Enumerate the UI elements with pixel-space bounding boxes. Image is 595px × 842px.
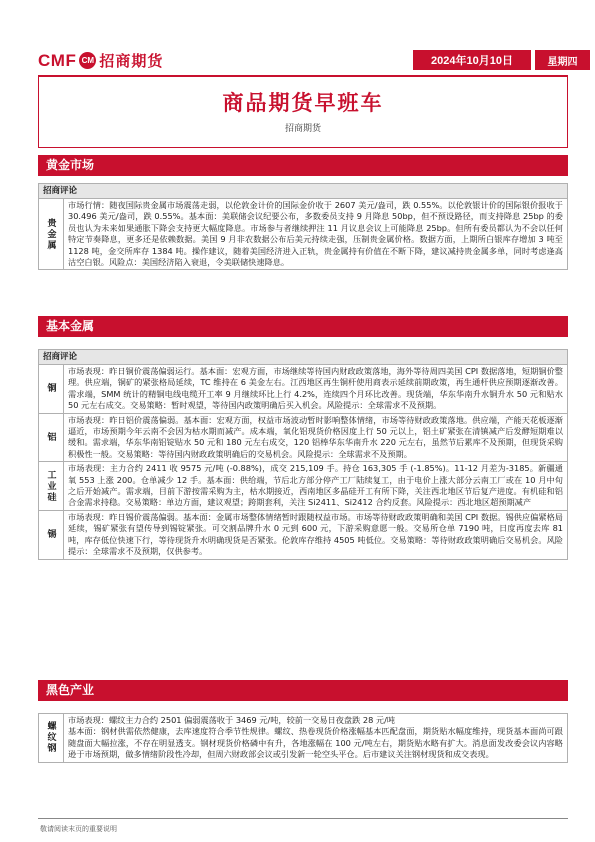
table-row [39, 365, 567, 414]
section-gold-table [38, 183, 568, 270]
row-text: 市场行情：随夜国际贵金属市场震荡走弱，以伦敦金计价的国际金价收于 2607 美元/盎司，跌 0.55%。以伦敦银计价的国际银价报收于 30.496 美元/盎司，跌 0.55%。基本面：美联储会议纪要公布，多数委员支持 9 月降息 50bp，但不预设路径，而支持降息 25bp 的委员也认为未来如果通胀下降会支持更大幅度降息。市场参与者继续押注 11 月议息会议上可能降息 25bp。但所有委员都认为不会以任何特定节奏降息，更多还是依赖数据。美国 9 月非农数据公布后美元持续走强，压制贵金属价格。数据方面，上期所白银库存增加 3 吨至 1128 吨，金交所库存 1384 吨。操作建议，随着美国经济进入正轨，贵金属持有价值在不断下降，建议减持贵金属多单，同时考虑逢高沽空白银。风险点：美国经济陷入衰退，令美联储快速降息。 [68, 200, 563, 268]
row-label: 工业硅 [39, 462, 64, 510]
footer-divider [38, 818, 568, 819]
table-row [39, 414, 567, 463]
table-row [39, 511, 567, 559]
row-text: 市场表现：螺纹主力合约 2501 偏弱震荡收于 3469 元/吨，较前一交易日夜盘跌 28 元/吨 基本面：钢材供需依然健康，去库速度符合季节性规律。螺纹、热卷现货价格涨幅基本匹配盘面，期货贴水幅度维持，现货基本面尚可跟随盘面大幅拉涨，不存在明显透支。钢材现货价格磷中有升，各地涨幅在 100 元/吨左右，期货贴水略有扩大。消息面发改委会议内容略逊于市场预期，做多情绪阶段性冷却，但周六财政部会议或引发新一轮空头平仓。后市建议关注钢材现货和成交表现。 [68, 715, 563, 760]
company-logo [38, 50, 163, 71]
page-title: 商品期货早班车 [222, 91, 384, 115]
report-date: 2024年10月10日 [413, 50, 531, 70]
row-label: 螺纹钢 [39, 714, 64, 762]
section-ferrous-table [38, 713, 568, 763]
row-label: 铝 [39, 414, 64, 462]
logo-text-en: CMF [38, 50, 77, 70]
table-row [39, 462, 567, 511]
table-row [39, 714, 567, 762]
report-header [38, 48, 578, 74]
logo-text-cn: 招商期货 [99, 52, 164, 70]
table-header: 招商评论 [39, 350, 567, 365]
footer-disclaimer: 敬请阅读末页的重要说明 [40, 825, 117, 833]
row-text: 市场表现：昨日铝价震荡偏弱。基本面：宏观方面，权益市场波动暂时影响整体情绪，市场等待财政政策落地。供应端，产能天花板逐渐逼近，市场预期今年云南不会因为枯水期而减产。成本端，氧化铝现货价格因度上行 50 元以上，铝土矿紧张在清镇减产后发酵短期难以缓和。需求端，华东华南铝锭贴水 50 元和 180 元左右成交，120 铝棒华东华南升水 220 元左右，虽然节后累库不及预期，但现货采购积极性一般。交易策略：等待国内财政政策明确后的交易机会。风险提示：全球需求不及预期。 [68, 414, 563, 459]
table-row [39, 199, 567, 269]
section-bar-base-metals: 基本金属 [38, 316, 568, 337]
title-panel [38, 77, 568, 148]
row-label: 锡 [39, 511, 64, 559]
row-label: 贵金属 [39, 199, 64, 269]
row-label: 铜 [39, 365, 64, 413]
row-text: 市场表现：主力合约 2411 收 9575 元/吨 (-0.88%)，成交 215,109 手。持仓 163,305 手 (-1.85%)。11-12 月差为-3185。新疆通氧 553 上涨 200。仓单减少 12 手。基本面：供给端，节后北方部分停产工厂陆续复工，由于电价上涨大部分云南工厂或在 10 月中旬之后开始减产。需求端，目前下游按需采购为主，枯水期接近，西南地区多晶硅开工有所下降，关注西北地区节后复产进度。有机硅和铝合金需求持稳。交易策略：单边方面，建议观望；跨期套利，关注 Si2411、Si2412 合约反套。风险提示：西北地区超预期减产 [68, 463, 563, 508]
report-weekday: 星期四 [535, 50, 590, 70]
row-text: 市场表现：昨日铜价震荡偏弱运行。基本面：宏观方面，市场继续等待国内财政政策落地，海外等待周四美国 CPI 数据落地，短期铜价整理。供应端，铜矿的紧张格局延续，TC 维持在 6 美金左右。江西地区再生铜杆使用商表示延续前期政策，再生通杆供应预期逐渐改善。需求端，SMM 统计的精铜电线电缆开工率 9 月继续环比上行 4.2%，连续四个月环比改善。现货端，华东华南升水铜升水 50 元和贴水 50 元左右成交。交易策略：暂时观望，等待国内政策明确后买入机会。风险提示：全球需求不及预期。 [68, 366, 563, 411]
table-header: 招商评论 [39, 184, 567, 199]
page-subtitle: 招商期货 [284, 124, 321, 134]
section-base-metals-table [38, 349, 568, 560]
section-bar-gold: 黄金市场 [38, 155, 568, 176]
row-text: 市场表现：昨日锡价震荡偏弱。基本面：金属市场整体情绪暂时跟随权益市场。市场等待财政政策明确和美国 CPI 数据。锡供应偏紧格局延续，锡矿紧张有望传导到锡锭紧张。可交割品牌升水 0 元到 600 元，下游采购意愿一般。交易所仓单 7190 吨，日度再度去库 81 吨，库存低位快速下行，等待现货升水明确现货是否紧张。伦敦库存维持 4505 吨低位。交易策略：等待财政政策明确后交易机会。风险提示：全球需求不及预期，仅供参考。 [68, 511, 563, 557]
section-bar-ferrous: 黑色产业 [38, 680, 568, 701]
logo-mark-icon: CM [79, 52, 96, 69]
